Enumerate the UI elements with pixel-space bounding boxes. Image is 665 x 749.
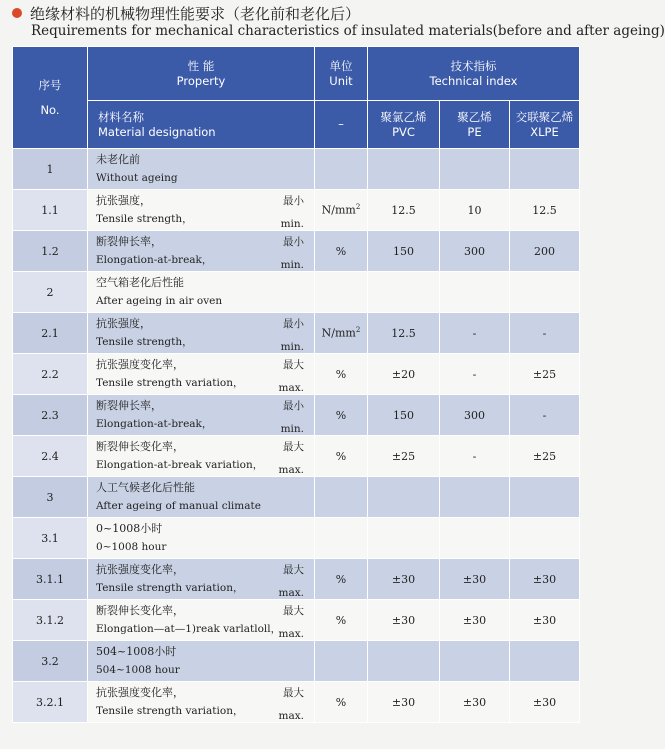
bullet-icon xyxy=(12,8,22,18)
row-xlpe xyxy=(510,641,580,682)
limit-label: 最小 min. xyxy=(280,236,304,271)
property-cn: 抗张强度变化率， xyxy=(96,358,184,371)
table-row xyxy=(13,682,580,723)
row-unit xyxy=(315,272,368,313)
table-row xyxy=(13,518,580,559)
row-unit: % xyxy=(315,395,368,436)
header-pe: 聚乙烯 PE xyxy=(440,101,510,149)
row-unit: % xyxy=(315,600,368,641)
row-pvc: ±20 xyxy=(368,354,440,395)
row-pe: - xyxy=(440,436,510,477)
table-row xyxy=(13,313,580,354)
row-number: 2.2 xyxy=(13,354,88,395)
row-xlpe: ±25 xyxy=(510,436,580,477)
header-xlpe: 交联聚乙烯 XLPE xyxy=(510,101,580,149)
row-number: 3.2 xyxy=(13,641,88,682)
row-property xyxy=(88,190,315,231)
row-xlpe xyxy=(510,149,580,190)
property-cn: 未老化前 xyxy=(96,153,140,166)
property-cn: 断裂伸长变化率， xyxy=(96,440,184,453)
table-row xyxy=(13,354,580,395)
property-cn: 断裂伸长变化率， xyxy=(96,604,184,617)
property-en: Elongation—at—1)reak varlatloll， xyxy=(96,623,282,635)
header-no: 序号 No. xyxy=(13,47,88,149)
row-property xyxy=(88,518,315,559)
row-number: 3.1 xyxy=(13,518,88,559)
row-number: 2 xyxy=(13,272,88,313)
property-en: Tensile strength， xyxy=(96,336,193,348)
property-cn: 断裂伸长率， xyxy=(96,235,162,248)
row-number: 1.2 xyxy=(13,231,88,272)
property-en: Tensile strength， xyxy=(96,213,193,225)
table-row xyxy=(13,149,580,190)
row-pe xyxy=(440,272,510,313)
row-pvc: 12.5 xyxy=(368,313,440,354)
row-unit: % xyxy=(315,354,368,395)
row-pe: ±30 xyxy=(440,559,510,600)
property-cn: 抗张强度变化率， xyxy=(96,686,184,699)
row-xlpe: - xyxy=(510,313,580,354)
row-property xyxy=(88,354,315,395)
limit-label: 最小 min. xyxy=(280,318,304,353)
row-xlpe: 12.5 xyxy=(510,190,580,231)
property-en: Elongation-at-break， xyxy=(96,254,213,266)
row-pvc: 12.5 xyxy=(368,190,440,231)
row-pvc xyxy=(368,477,440,518)
row-number: 1 xyxy=(13,149,88,190)
row-xlpe xyxy=(510,272,580,313)
row-pe xyxy=(440,641,510,682)
row-property xyxy=(88,395,315,436)
property-en: Tensile strength variation， xyxy=(96,377,244,389)
row-pvc: ±25 xyxy=(368,436,440,477)
row-pe xyxy=(440,477,510,518)
row-unit: % xyxy=(315,231,368,272)
row-xlpe: ±25 xyxy=(510,354,580,395)
row-pvc xyxy=(368,149,440,190)
property-en: Without ageing xyxy=(96,172,178,184)
property-en: Tensile strength variation， xyxy=(96,582,244,594)
table-row xyxy=(13,600,580,641)
property-en: Elongation-at-break， xyxy=(96,418,213,430)
property-cn: 空气箱老化后性能 xyxy=(96,276,184,289)
row-property xyxy=(88,149,315,190)
title-chinese xyxy=(12,4,360,24)
header-property: 性 能 Property xyxy=(88,47,315,101)
row-pvc: ±30 xyxy=(368,682,440,723)
limit-label: 最大 max. xyxy=(278,687,304,722)
row-pe: ±30 xyxy=(440,682,510,723)
row-pvc: ±30 xyxy=(368,559,440,600)
limit-label: 最小 min. xyxy=(280,195,304,230)
row-pvc xyxy=(368,518,440,559)
limit-label: 最大 max. xyxy=(278,605,304,640)
requirements-table xyxy=(12,46,580,723)
header-unit-dash: – xyxy=(315,101,368,149)
table-row xyxy=(13,641,580,682)
row-unit xyxy=(315,149,368,190)
row-unit xyxy=(315,477,368,518)
row-pe: 300 xyxy=(440,231,510,272)
property-cn: 504~1008小时 xyxy=(96,645,177,658)
row-unit: % xyxy=(315,559,368,600)
row-pe: 300 xyxy=(440,395,510,436)
row-xlpe xyxy=(510,477,580,518)
property-en: Elongation-at-break variation， xyxy=(96,459,264,471)
limit-label: 最大 max. xyxy=(278,564,304,599)
row-property xyxy=(88,559,315,600)
row-pe xyxy=(440,518,510,559)
table-row xyxy=(13,272,580,313)
row-pe: ±30 xyxy=(440,600,510,641)
table-row xyxy=(13,190,580,231)
row-number: 3.1.1 xyxy=(13,559,88,600)
property-en: 0~1008 hour xyxy=(96,541,167,553)
property-cn: 抗张强度变化率， xyxy=(96,563,184,576)
row-property xyxy=(88,641,315,682)
row-unit: % xyxy=(315,436,368,477)
row-unit xyxy=(315,518,368,559)
property-en: 504~1008 hour xyxy=(96,664,180,676)
row-xlpe: ±30 xyxy=(510,682,580,723)
title-cn-text: 绝缘材料的机械物理性能要求（老化前和老化后） xyxy=(30,5,361,23)
header-unit: 单位 Unit xyxy=(315,47,368,101)
property-en: Tensile strength variation， xyxy=(96,705,244,717)
row-unit: % xyxy=(315,682,368,723)
row-pvc xyxy=(368,272,440,313)
row-property xyxy=(88,272,315,313)
row-xlpe: ±30 xyxy=(510,600,580,641)
row-pvc: 150 xyxy=(368,395,440,436)
row-unit: $N/mm^2$ xyxy=(315,313,368,354)
row-pe: 10 xyxy=(440,190,510,231)
row-number: 2.4 xyxy=(13,436,88,477)
row-pe: - xyxy=(440,313,510,354)
property-en: After ageing of manual climate xyxy=(96,500,261,512)
title-english: Requirements for mechanical characteristics of insulated materials(before and after ageing) xyxy=(31,23,665,39)
table-row xyxy=(13,436,580,477)
row-xlpe: - xyxy=(510,395,580,436)
limit-label: 最小 min. xyxy=(280,400,304,435)
row-pvc: ±30 xyxy=(368,600,440,641)
row-xlpe: 200 xyxy=(510,231,580,272)
row-pe: - xyxy=(440,354,510,395)
row-xlpe xyxy=(510,518,580,559)
row-property xyxy=(88,313,315,354)
row-number: 2.3 xyxy=(13,395,88,436)
table-row xyxy=(13,231,580,272)
table-row xyxy=(13,559,580,600)
row-number: 3.1.2 xyxy=(13,600,88,641)
header-technical-index: 技术指标 Technical index xyxy=(368,47,580,101)
row-pvc: 150 xyxy=(368,231,440,272)
row-property xyxy=(88,231,315,272)
row-number: 1.1 xyxy=(13,190,88,231)
property-cn: 抗张强度， xyxy=(96,194,151,207)
property-en: After ageing in air oven xyxy=(96,295,223,307)
limit-label: 最大 max. xyxy=(278,441,304,476)
table-row xyxy=(13,395,580,436)
row-unit xyxy=(315,641,368,682)
row-pvc xyxy=(368,641,440,682)
row-property xyxy=(88,600,315,641)
row-xlpe: ±30 xyxy=(510,559,580,600)
header-material-designation: 材料名称 Material designation xyxy=(88,101,315,149)
header-pvc: 聚氯乙烯 PVC xyxy=(368,101,440,149)
property-cn: 0~1008小时 xyxy=(96,522,163,535)
row-property xyxy=(88,477,315,518)
row-unit: $N/mm^2$ xyxy=(315,190,368,231)
property-cn: 人工气候老化后性能 xyxy=(96,481,195,494)
property-cn: 抗张强度， xyxy=(96,317,151,330)
row-number: 2.1 xyxy=(13,313,88,354)
row-number: 3.2.1 xyxy=(13,682,88,723)
row-property xyxy=(88,436,315,477)
row-number: 3 xyxy=(13,477,88,518)
limit-label: 最大 max. xyxy=(278,359,304,394)
property-cn: 断裂伸长率， xyxy=(96,399,162,412)
row-pe xyxy=(440,149,510,190)
table-row xyxy=(13,477,580,518)
row-property xyxy=(88,682,315,723)
